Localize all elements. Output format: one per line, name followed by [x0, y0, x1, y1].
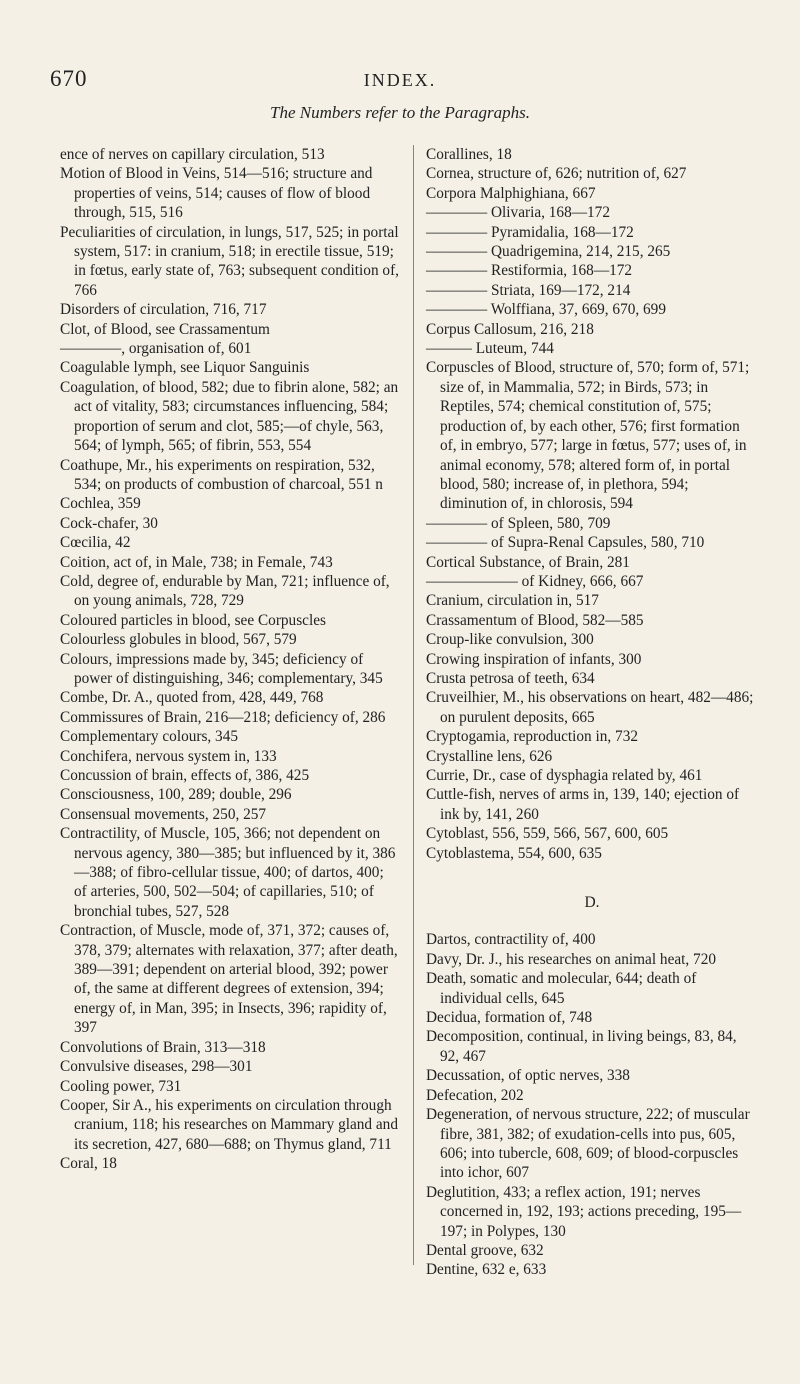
index-entry: —————— of Kidney, 666, 667 [426, 572, 644, 590]
index-entry: Convolutions of Brain, 313—318 [60, 1038, 266, 1056]
index-entry: Cooper, Sir A., his experiments on circulation through cranium, 118; his researches on Mammary gland and its secretion, 427, 680—688; on Thymus gland, 711 [60, 1096, 398, 1153]
index-entry: Degeneration, of nervous structure, 222; of muscular fibre, 381, 382; of exudation-cells into pus, 605, 606; into tubercle, 608, 609; of blood-corpuscles into ichor, 607 [426, 1106, 750, 1182]
index-entry: Decidua, formation of, 748 [426, 1009, 593, 1027]
index-entry: ———— Quadrigemina, 214, 215, 265 [426, 243, 671, 261]
index-entry: ———— Pyramidalia, 168—172 [426, 223, 634, 241]
index-entry: Coral, 18 [60, 1155, 117, 1173]
index-entry: Coagulation, of blood, 582; due to fibrin alone, 582; an act of vitality, 583; circumstances influencing, 584; proportion of serum and clot, 585;—of chyle, 563, 564; of lymph, 565; of fibrin, 553, 554 [60, 378, 399, 455]
index-entry: Dartos, contractility of, 400 [426, 931, 596, 949]
section-letter-d: D. [584, 894, 600, 912]
index-entry: Crassamentum of Blood, 582—585 [426, 611, 644, 629]
index-entry: Cuttle-fish, nerves of arms in, 139, 140; ejection of ink by, 141, 260 [426, 786, 740, 823]
index-entry: ———— Striata, 169—172, 214 [426, 281, 631, 299]
index-entry: Cruveilhier, M., his observations on heart, 482—486; on purulent deposits, 665 [426, 689, 754, 726]
index-entry: Coition, act of, in Male, 738; in Female, 743 [60, 553, 333, 571]
index-entry: Consciousness, 100, 289; double, 296 [60, 786, 292, 804]
index-entry: Cytoblastema, 554, 600, 635 [426, 844, 602, 862]
index-entry: Corallines, 18 [426, 146, 512, 163]
index-entry: ence of nerves on capillary circulation, 513 [60, 146, 325, 163]
index-entry: Conchifera, nervous system in, 133 [60, 747, 277, 765]
index-entry: Decomposition, continual, in living beings, 83, 84, 92, 467 [426, 1028, 737, 1065]
column-divider [413, 145, 414, 1265]
index-entry: Combe, Dr. A., quoted from, 428, 449, 768 [60, 689, 324, 707]
index-entry: Croup-like convulsion, 300 [426, 631, 594, 649]
index-entry: ——— Luteum, 744 [426, 340, 554, 358]
index-entry: Coathupe, Mr., his experiments on respiration, 532, 534; on products of combustion of charcoal, 551 n [60, 456, 383, 493]
index-entry: Disorders of circulation, 716, 717 [60, 301, 267, 319]
index-entry: Corpora Malphighiana, 667 [426, 184, 596, 202]
index-entry: Complementary colours, 345 [60, 728, 239, 746]
index-entry: Cold, degree of, endurable by Man, 721; influence of, on young animals, 728, 729 [60, 572, 390, 610]
index-entry: ———— Restiformia, 168—172 [426, 262, 633, 280]
index-entry: Consensual movements, 250, 257 [60, 805, 267, 823]
index-entry: Crowing inspiration of infants, 300 [426, 650, 642, 668]
index-entry: Corpus Callosum, 216, 218 [426, 320, 594, 338]
right-column-entries [426, 145, 758, 863]
index-entry: ———— Olivaria, 168—172 [426, 204, 610, 222]
index-entry: Crystalline lens, 626 [426, 747, 553, 765]
section-d-entries [426, 930, 758, 1279]
index-entry: ———— of Supra-Renal Capsules, 580, 710 [426, 534, 705, 552]
running-head: INDEX. [363, 70, 437, 90]
index-entry: Davy, Dr. J., his researches on animal heat, 720 [426, 950, 716, 968]
index-entry: Cornea, structure of, 626; nutrition of, 627 [426, 165, 687, 183]
index-entry: Crusta petrosa of teeth, 634 [426, 669, 595, 687]
index-entry: Cortical Substance, of Brain, 281 [426, 553, 630, 571]
left-column [60, 145, 400, 1174]
index-entry: Currie, Dr., case of dysphagia related by, 461 [426, 767, 703, 784]
index-entry: Cryptogamia, reproduction in, 732 [426, 728, 638, 746]
index-entry: Deglutition, 433; a reflex action, 191; nerves concerned in, 192, 193; actions preceding, 195—197; in Polypes, 130 [426, 1183, 742, 1240]
index-entry: Colours, impressions made by, 345; deficiency of power of distinguishing, 346; complementary, 345 [60, 650, 383, 687]
index-entry: Colourless globules in blood, 567, 579 [60, 631, 297, 649]
index-entry: Cooling power, 731 [60, 1077, 182, 1095]
right-column [426, 145, 758, 1280]
index-entry: Death, somatic and molecular, 644; death of individual cells, 645 [426, 970, 697, 1007]
index-entry: ———— Wolffiana, 37, 669, 670, 699 [426, 301, 666, 319]
index-entry: Commissures of Brain, 216—218; deficiency of, 286 [60, 708, 386, 726]
index-entry: Corpuscles of Blood, structure of, 570; form of, 571; size of, in Mammalia, 572; in Birds, 573; in Reptiles, 574; chemical constitution of, 575; production of, by each other, 576; first formation of, in embryo, 577; large in fœtus, 577; uses of, in animal economy, 578; altered form of, in portal blood, 580; increase of, in plethora, 594; diminution of, in chlorosis, 594 [426, 359, 750, 513]
index-entry: Defecation, 202 [426, 1086, 524, 1104]
index-entry: Clot, of Blood, see Crassamentum [60, 320, 270, 338]
index-entry: Cytoblast, 556, 559, 566, 567, 600, 605 [426, 825, 669, 843]
index-entry: Decussation, of optic nerves, 338 [426, 1067, 630, 1085]
index-entry: Cranium, circulation in, 517 [426, 592, 599, 610]
index-subtitle: The Numbers refer to the Paragraphs. [269, 103, 531, 122]
index-entry: Coloured particles in blood, see Corpuscles [60, 611, 326, 629]
index-entry: Cochlea, 359 [60, 495, 141, 513]
index-entry: Contraction, of Muscle, mode of, 371, 372; causes of, 378, 379; alternates with relaxation, 377; after death, 389—391; dependent on arterial blood, 392; power of, the same at different degrees of extension, 394; energy of, in Man, 395; in Insects, 396; rapidity of, 397 [60, 922, 398, 1037]
index-entry: Concussion of brain, effects of, 386, 425 [60, 767, 310, 784]
index-entry: Motion of Blood in Veins, 514—516; structure and properties of veins, 514; causes of flow of blood through, 515, 516 [60, 165, 373, 222]
index-entry: Cœcilia, 42 [60, 534, 131, 552]
index-entry: Cock-chafer, 30 [60, 514, 158, 532]
index-entry: Dentine, 632 e, 633 [426, 1261, 547, 1279]
index-entry: Convulsive diseases, 298—301 [60, 1058, 253, 1076]
index-entry: Coagulable lymph, see Liquor Sanguinis [60, 359, 310, 377]
index-entry: Contractility, of Muscle, 105, 366; not dependent on nervous agency, 380—385; but influenced by it, 386—388; of fibro-cellular tissue, 400; of dartos, 400; of arteries, 500, 502—504; of capillaries, 510; of bronchial tubes, 527, 528 [60, 825, 396, 920]
page-number: 670 [50, 66, 88, 91]
index-entry: Peculiarities of circulation, in lungs, 517, 525; in portal system, 517: in cranium, 518; in erectile tissue, 519; in fœtus, early state of, 763; subsequent condition of, 766 [60, 223, 399, 299]
index-entry: Dental groove, 632 [426, 1241, 544, 1259]
index-entry: ————, organisation of, 601 [60, 340, 252, 358]
index-entry: ———— of Spleen, 580, 709 [426, 514, 611, 532]
